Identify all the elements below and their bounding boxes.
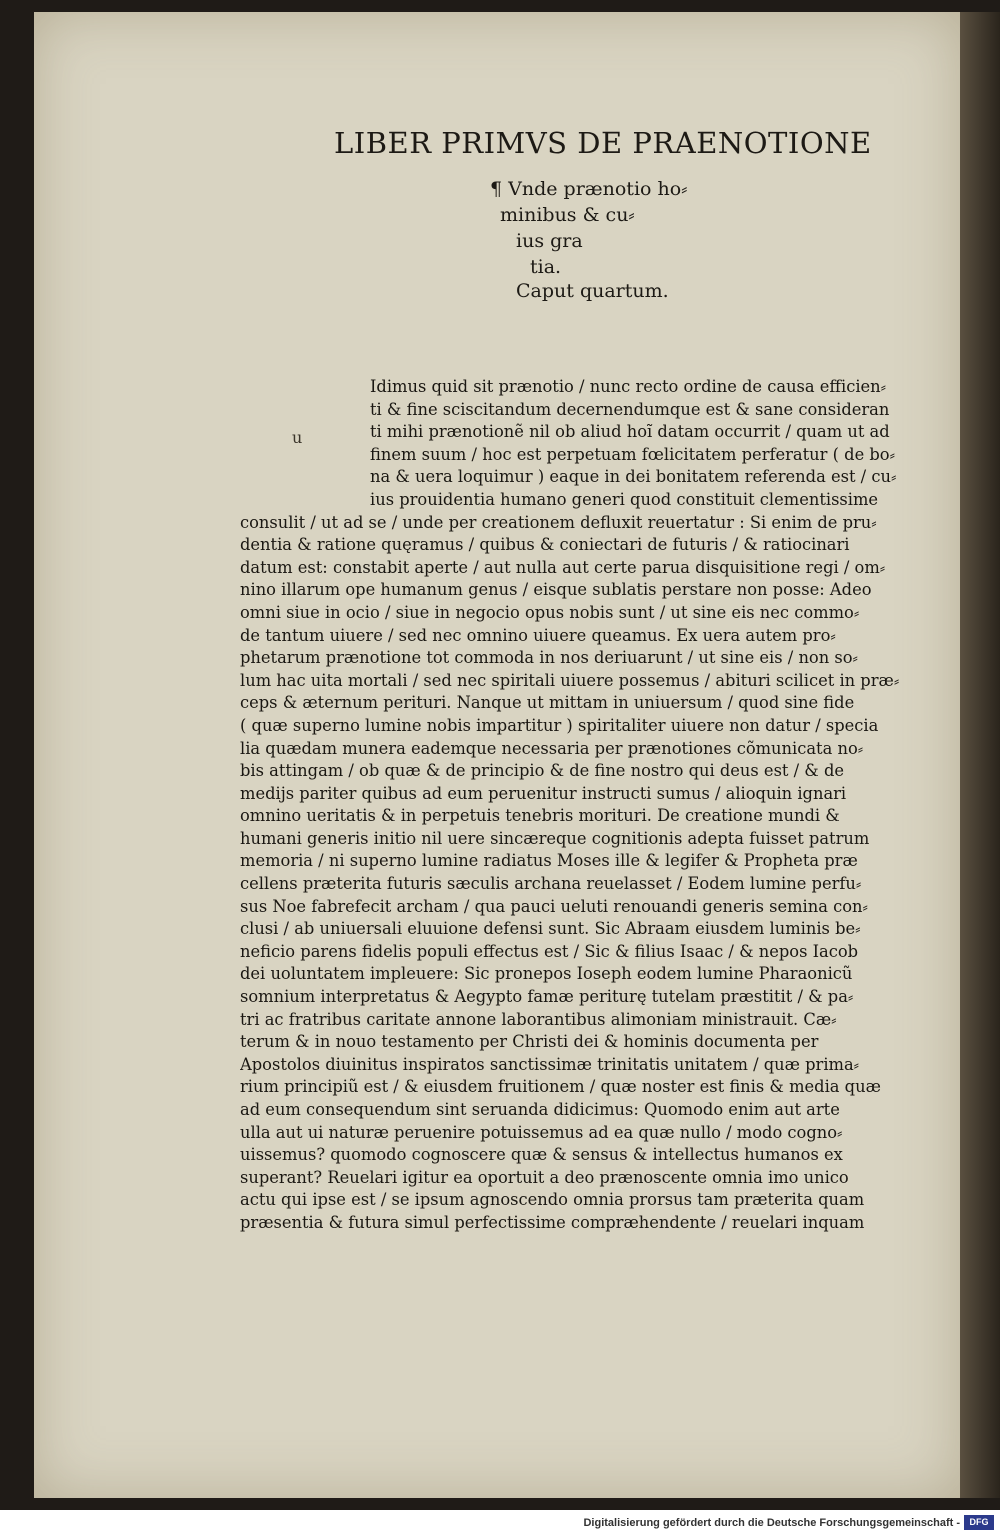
- body-text: [240, 376, 900, 1235]
- text-line: phetarum prænotione tot commoda in nos deriuarunt / ut sine eis / non so⸗: [240, 648, 858, 668]
- text-line: finem suum / hoc est perpetuam fœlicitatem perferatur ( de bo⸗: [370, 444, 896, 464]
- text-line: bis attingam / ob quæ & de principio & de fine nostro qui deus est / & de: [240, 761, 845, 781]
- footer-bar: [0, 1510, 1000, 1537]
- chapter-subtitle: [490, 176, 688, 280]
- text-line: cellens præterita futuris sæculis archana reuelasset / Eodem lumine perfu⸗: [240, 874, 862, 894]
- dfg-logo: DFG: [964, 1515, 994, 1530]
- text-line: de tantum uiuere / sed nec omnino uiuere queamus. Ex uera autem pro⸗: [240, 625, 836, 645]
- text-line: omni siue in ocio / siue in negocio opus nobis sunt / ut sine eis nec commo⸗: [240, 602, 860, 622]
- text-line: lum hac uita mortali / sed nec spiritali uiuere possemus / abituri scilicet in præ⸗: [240, 670, 900, 690]
- subtitle-line: ius gra: [516, 230, 583, 252]
- text-line: datum est: constabit aperte / aut nulla aut certe parua disquisitione regi / om⸗: [240, 557, 886, 577]
- subtitle-line: minibus & cu⸗: [500, 204, 635, 226]
- text-line: na & uera loquimur ) eaque in dei bonitatem referenda est / cu⸗: [370, 467, 897, 487]
- text-line: humani generis initio nil uere sincæreque cognitionis adepta fuisset patrum: [240, 828, 870, 848]
- guide-letter: u: [292, 428, 303, 447]
- text-line: dei uoluntatem impleuere: Sic pronepos Ioseph eodem lumine Pharaonicũ: [240, 964, 853, 984]
- text-line: consulit / ut ad se / unde per creationem defluxit reuertatur : Si enim de pru⸗: [240, 512, 877, 532]
- chapter-label: Caput quartum.: [516, 280, 669, 302]
- text-line: omnino ueritatis & in perpetuis tenebris morituri. De creatione mundi &: [240, 806, 840, 826]
- subtitle-line: ¶ Vnde prænotio ho⸗: [490, 178, 688, 200]
- text-line: ad eum consequendum sint seruanda didicimus: Quomodo enim aut arte: [240, 1100, 840, 1119]
- text-line: ti & fine sciscitandum decernendumque est & sane consideran: [370, 399, 890, 419]
- text-line: ius prouidentia humano generi quod constituit clementissime: [370, 489, 879, 509]
- subtitle-line: tia.: [530, 256, 562, 278]
- text-line: ceps & æternum perituri. Nanque ut mittam in uniuersum / quod sine fide: [240, 693, 855, 713]
- text-line: memoria / ni superno lumine radiatus Moses ille & legifer & Propheta præ: [240, 851, 858, 871]
- text-line: dentia & ratione quęramus / quibus & coniectari de futuris / & ratiocinari: [240, 535, 850, 555]
- text-line: sus Noe fabrefecit archam / qua pauci ueluti renouandi generis semina con⸗: [240, 896, 868, 916]
- text-line: nino illarum ope humanum genus / eisque sublatis perstare non posse: Adeo: [240, 580, 872, 600]
- text-line: neficio parens fidelis populi effectus est / Sic & filius Isaac / & nepos Iacob: [240, 941, 859, 961]
- text-line: lia quædam munera eademque necessaria per prænotiones cõmunicata no⸗: [240, 738, 864, 758]
- text-line: tri ac fratribus caritate annone laborantibus alimoniam ministrauit. Cæ⸗: [240, 1009, 837, 1029]
- text-line: præsentia & futura simul perfectissime compræhendente / reuelari inquam: [240, 1212, 865, 1232]
- text-line: somnium interpretatus & Aegypto famæ periturę tutelam præstitit / & pa⸗: [240, 987, 854, 1007]
- text-line: Idimus quid sit prænotio / nunc recto ordine de causa efficien⸗: [370, 377, 887, 396]
- text-line: uissemus? quomodo cognoscere quæ & sensus & intellectus humanos ex: [240, 1145, 843, 1165]
- text-line: ( quæ superno lumine nobis impartitur ) spiritaliter uiuere non datur / specia: [240, 715, 879, 735]
- text-line: rium principiũ est / & eiusdem fruitionem / quæ noster est finis & media quæ: [240, 1077, 881, 1097]
- text-line: clusi / ab uniuersali eluuione defensi sunt. Sic Abraam eiusdem luminis be⸗: [240, 919, 861, 939]
- footer-credit: Digitalisierung gefördert durch die Deutsche Forschungsgemeinschaft -: [583, 1517, 960, 1529]
- page-edge: [960, 12, 1000, 1498]
- text-line: superant? Reuelari igitur ea oportuit a deo prænoscente omnia imo unico: [240, 1167, 849, 1187]
- page-heading: LIBER PRIMVS DE PRAENOTIONE: [334, 126, 872, 160]
- text-line: ti mihi prænotionẽ nil ob aliud hoĩ datam occurrit / quam ut ad: [370, 422, 890, 442]
- text-line: terum & in nouo testamento per Christi dei & hominis documenta per: [240, 1032, 819, 1052]
- text-line: medijs pariter quibus ad eum peruenitur instructi sumus / alioquin ignari: [240, 783, 847, 803]
- text-line: Apostolos diuinitus inspiratos sanctissimæ trinitatis unitatem / quæ prima⸗: [240, 1054, 860, 1074]
- text-line: ulla aut ui naturæ peruenire potuissemus ad ea quæ nullo / modo cogno⸗: [240, 1122, 843, 1142]
- text-line: actu qui ipse est / se ipsum agnoscendo omnia prorsus tam præterita quam: [240, 1190, 865, 1210]
